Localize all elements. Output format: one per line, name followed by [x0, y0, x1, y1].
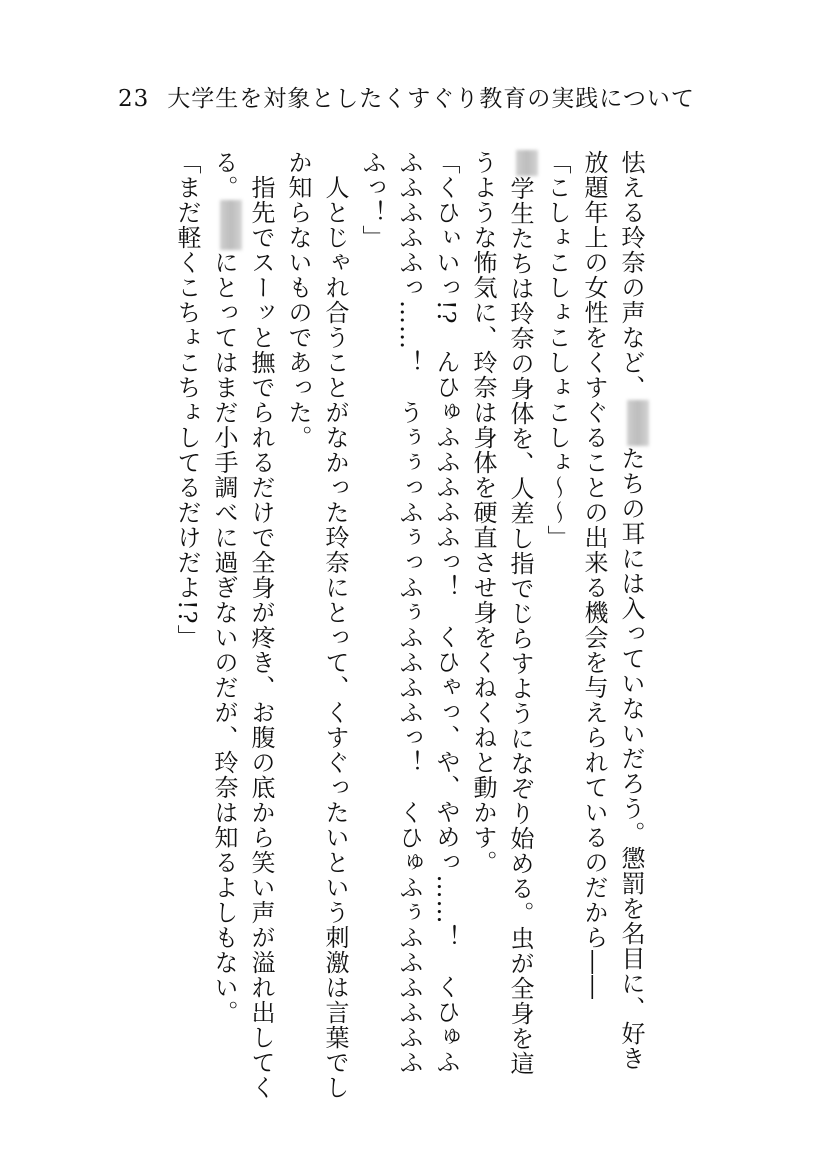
- text-segment: 「まだ軽くこちょこちょしてるだけだよ!?」: [173, 150, 201, 650]
- text-segment: たちの耳には入っていないだろう。懲罰を名目に、好き: [617, 446, 645, 1071]
- redacted-name: [627, 400, 649, 446]
- text-segment: か知らないものであった。: [284, 150, 312, 450]
- text-segment: ふふふふふっ……！ うぅぅっふぅっふぅふふふふっ！ くひゅふぅふふふふふふ: [395, 150, 423, 1075]
- text-segment: 指先でスーッと撫でられるだけで全身が疼き、お腹の底から笑い声が溢れ出してく: [247, 150, 275, 1100]
- page-number: 23: [118, 86, 150, 112]
- text-line: [279, 150, 316, 1050]
- text-segment: ふっ！」: [358, 150, 386, 250]
- redacted-name: [220, 200, 242, 250]
- text-line: [353, 150, 390, 1050]
- running-header: [118, 80, 695, 113]
- text-line: [464, 150, 501, 1050]
- text-segment: 怯える玲奈の声など、: [617, 150, 645, 400]
- body-text: [168, 150, 649, 1100]
- text-segment: 放題年上の女性をくすぐることの出来る機会を与えられているのだから――: [580, 150, 608, 1000]
- text-segment: 「こしょこしょこしょこしょ～～」: [543, 150, 571, 550]
- text-line: [427, 150, 464, 1075]
- text-line: [390, 150, 427, 1075]
- text-line: [168, 150, 205, 1050]
- text-segment: る。: [210, 150, 238, 200]
- chapter-title: 大学生を対象としたくすぐり教育の実践について: [167, 86, 695, 112]
- text-line: [205, 150, 242, 1050]
- text-line: [501, 150, 538, 1076]
- redacted-name: [516, 150, 538, 176]
- text-segment: うような怖気に、玲奈は身体を硬直させ身をくねくねと動かす。: [469, 150, 497, 875]
- text-segment: 「くひぃいっ!? んひゅふふふふふっ！ くひゃっ、や、やめっ……！ くひゅふ: [432, 150, 460, 1075]
- text-line: [612, 150, 649, 1071]
- text-line: [538, 150, 575, 1050]
- text-line: [242, 150, 279, 1100]
- text-segment: 学生たちは玲奈の身体を、人差し指でじらすようになぞり始める。虫が全身を這: [506, 176, 534, 1076]
- text-segment: にとってはまだ小手調べに過ぎないのだが、玲奈は知るよしもない。: [210, 250, 238, 1025]
- text-line: [316, 150, 353, 1100]
- text-line: [575, 150, 612, 1050]
- text-segment: 人とじゃれ合うことがなかった玲奈にとって、くすぐったいという刺激は言葉でし: [321, 150, 349, 1100]
